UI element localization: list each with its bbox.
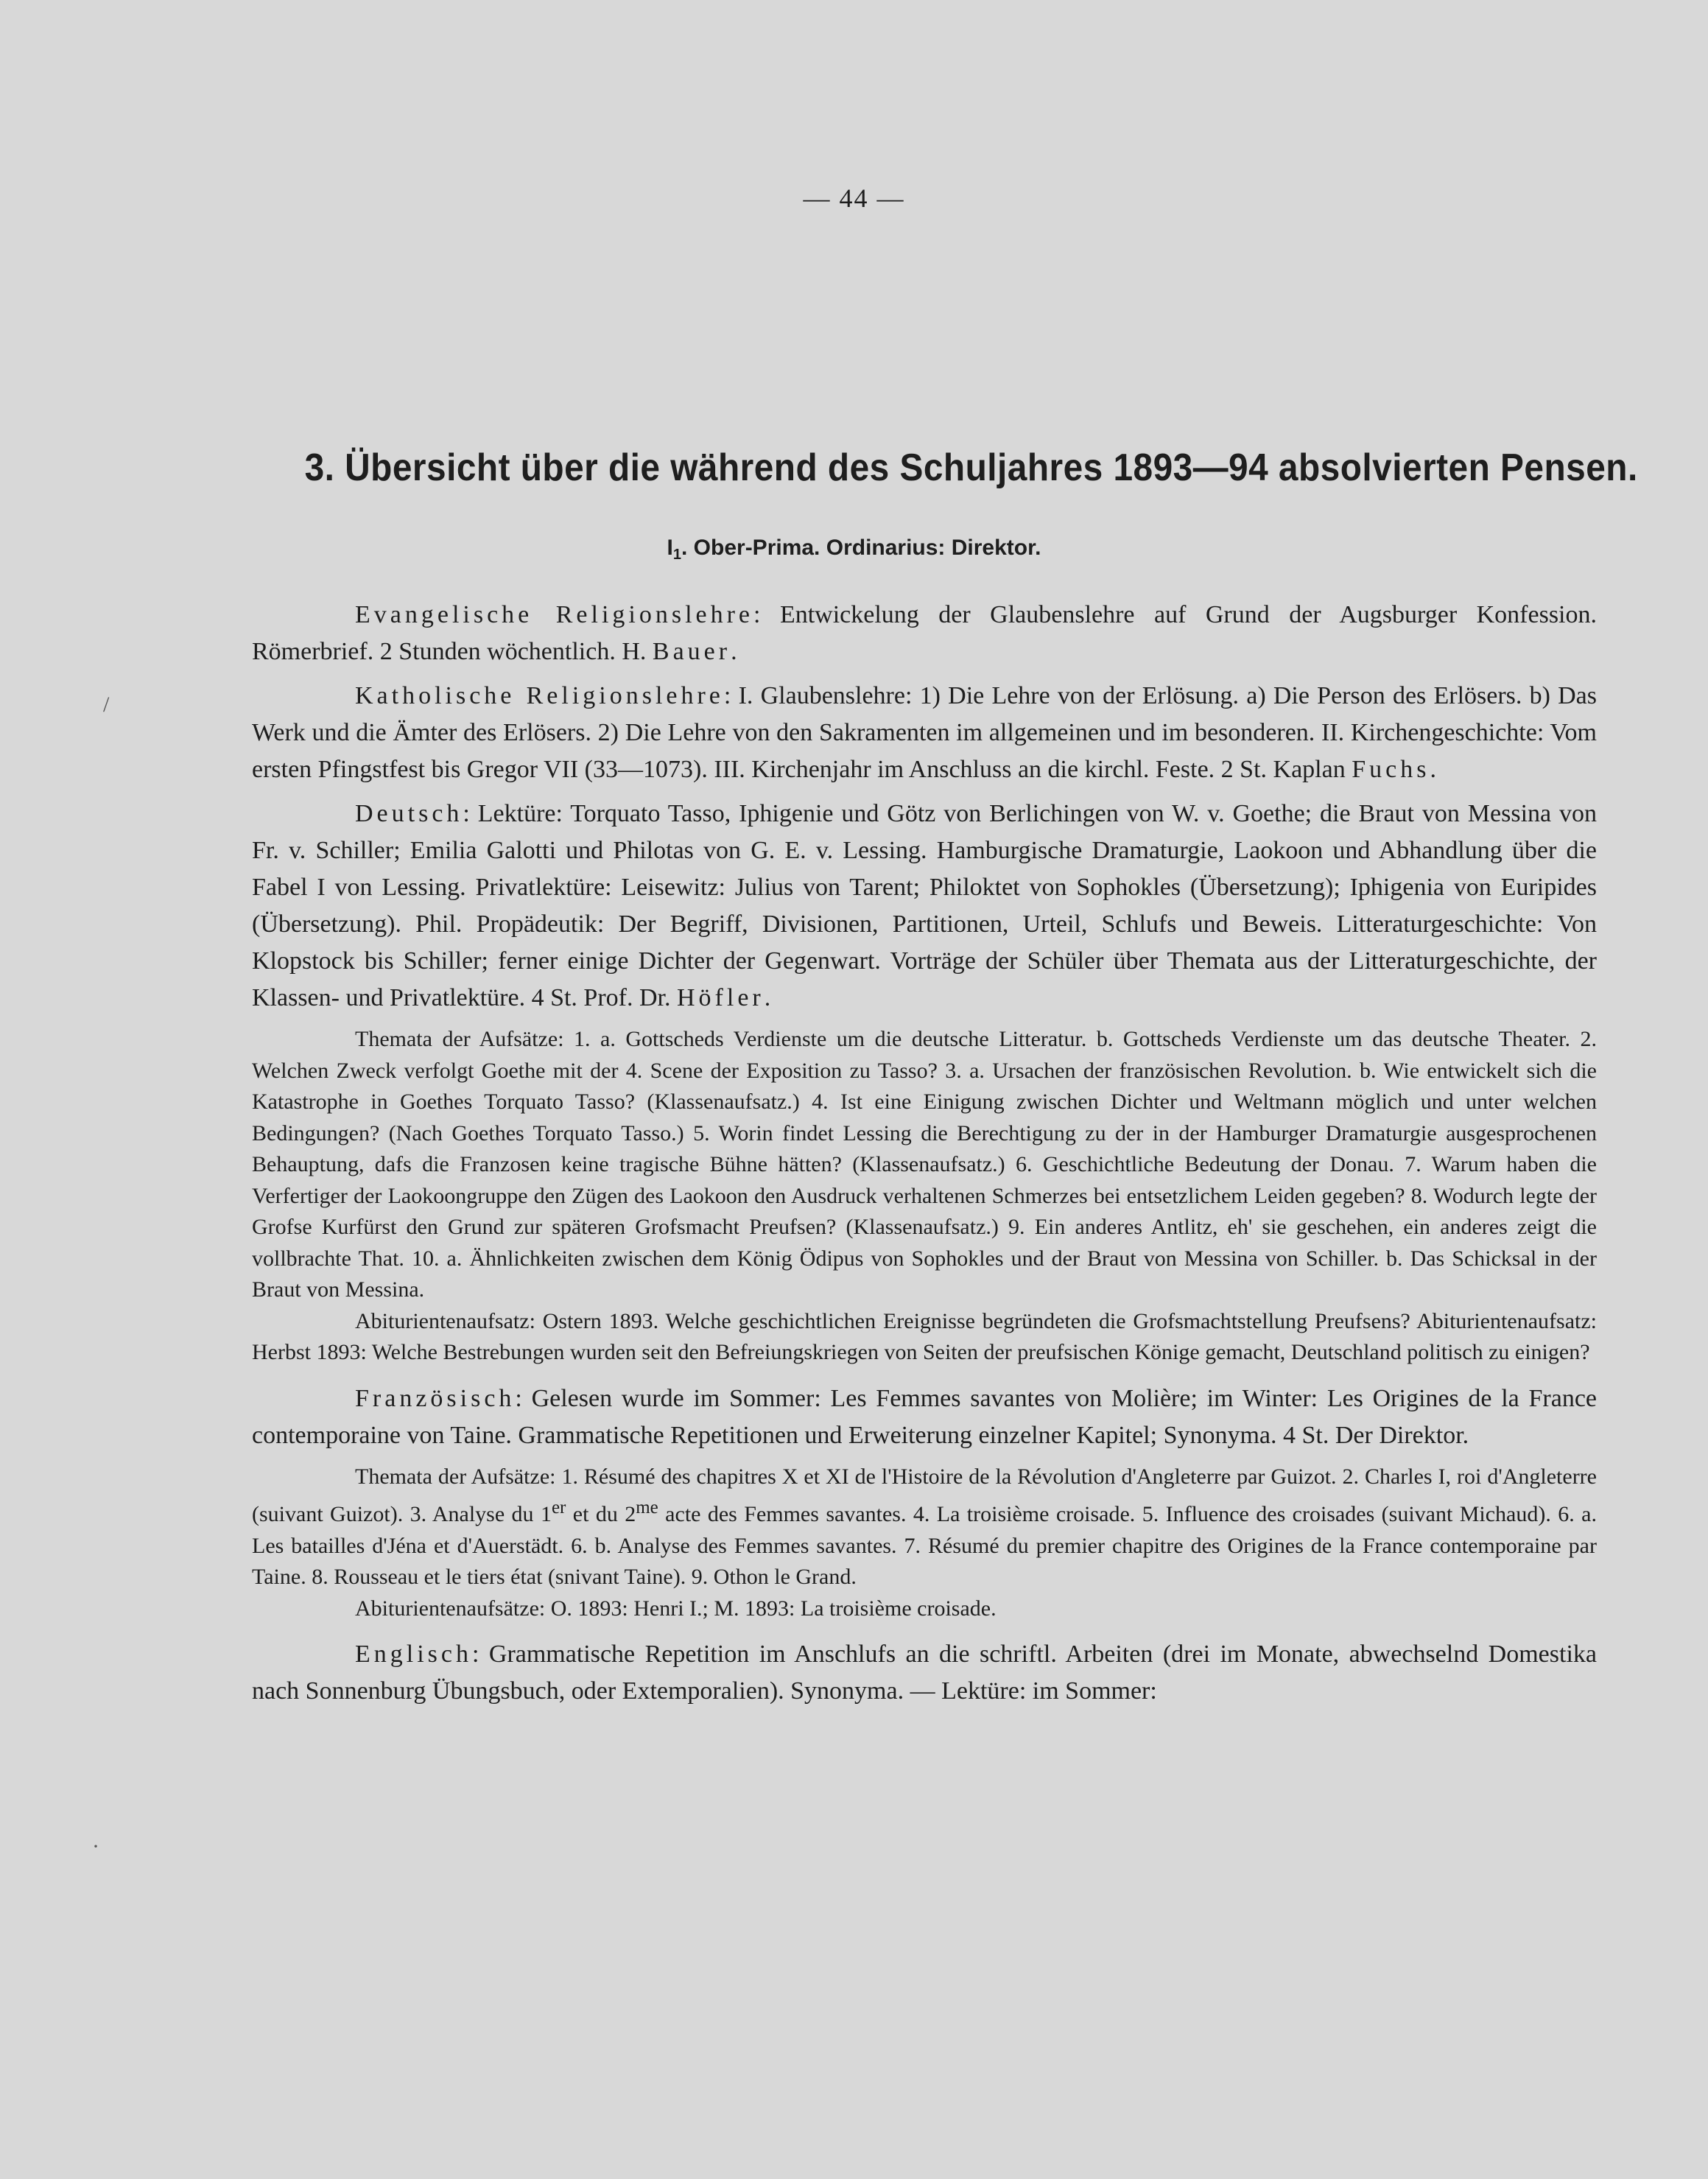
themata-part: acte des Femmes savantes. 4. La troisième croisade. 5. Influence des croisades (suivant Michaud). 6. a. Les batailles d'Jéna et d'Auerstädt. 6. b. Analyse des Femmes savantes. 7. Résumé du premier chapitre des Origines de la France contemporaine par Taine. 8. Rousseau et le tiers état (snivant Taine). 9. Othon le Grand. [252,1502,1597,1589]
class-heading-rest: . Ober-Prima. Ordinarius: Direktor. [681,536,1041,560]
subject-name: Französisch [355,1384,516,1412]
superscript: me [636,1498,658,1517]
margin-mark: · [92,1834,99,1859]
margin-mark: / [103,692,110,717]
paragraph-end: . [1430,756,1436,783]
paragraph-text: : Entwickelung der Glaubenslehre auf Grund der Augsburger Konfession. Römerbrief. 2 Stunden wöchentlich. H. [252,601,1597,665]
class-subscript: 1 [672,547,681,563]
paragraph-englisch [252,1636,1597,1710]
subject-name: Deutsch [355,800,463,827]
paragraph-katholisch [252,678,1597,788]
paragraph-text: : Grammatische Repetition im Anschlufs an die schriftl. Arbeiten (drei im Monate, abwechselnd Domestika nach Sonnenburg Übungsbuch, oder Extemporalien). Synonyma. — Lektüre: im Sommer: [252,1641,1597,1705]
paragraph-deutsch [252,796,1597,1017]
class-label: I [667,536,673,560]
page-number: — 44 — [803,183,905,213]
paragraph-text: : Lektüre: Torquato Tasso, Iphigenie und Götz von Berlichingen von W. v. Goethe; die Braut von Messina von Fr. v. Schiller; Emilia Galotti und Philotas von G. E. v. Lessing. Hamburgische Dramaturgie, Laokoon und Abhandlung über die Fabel I von Lessing. Privatlektüre: Leisewitz: Julius von Tarent; Philoktet von Sophokles (Übersetzung); Iphigenia von Euripides (Übersetzung). Phil. Propädeutik: Der Begriff, Divisionen, Partitionen, Urteil, Schlufs und Beweis. Litteraturgeschichte: Von Klopstock bis Schiller; ferner einige Dichter der Gegenwart. Vorträge der Schüler über Themata aus der Litteraturgeschichte, der Klassen- und Privatlektüre. 4 St. Prof. Dr. [252,800,1597,1011]
franzoesisch-abitur: Abiturientenaufsätze: O. 1893: Henri I.; M. 1893: La troisième croisade. [355,1596,997,1621]
document-body [252,597,1597,1717]
section-title: 3. Übersicht über die während des Schuljahres 1893—94 absolvierten Pensen. [304,446,1638,489]
themata-part: Themata der Aufsätze: 1. Résumé des chapitres X et XI de l'Histoire de la Révolution d'Angleterre par Guizot. 2. Charles I, roi d'Angleterre (suivant Guizot). 3. Analyse du 1 [252,1464,1597,1526]
paragraph-end: . [731,638,737,665]
paragraph-text: : I. Glaubenslehre: 1) Die Lehre von der Erlösung. a) Die Person des Erlösers. b) Das Werk und die Ämter des Erlösers. 2) Die Lehre von den Sakramenten im allgemeinen und im besonderen. II. Kirchengeschichte: Vom ersten Pfingstfest bis Gregor VII (33—1073). III. Kirchenjahr im Anschluss an die kirchl. Feste. 2 St. Kaplan [252,682,1598,783]
teacher-name: Fuchs [1352,756,1430,783]
deutsch-abitur: Abiturientenaufsatz: Ostern 1893. Welche geschichtlichen Ereignisse begründeten die Grofsmachtstellung Preufsens? Abiturientenaufsatz: Herbst 1893: Welche Bestrebungen wurden seit den Befreiungskriegen von Seiten der preufsischen Könige gemacht, Deutschland politisch zu einigen? [252,1308,1597,1364]
teacher-name: Höfler [677,984,765,1011]
teacher-name: Bauer [652,638,731,665]
class-heading [0,536,1708,564]
superscript: er [551,1498,566,1517]
paragraph-end: . [764,984,771,1011]
subject-name: Katholische Religionslehre [355,682,724,709]
franzoesisch-themata [252,1462,1597,1593]
subject-name: Evangelische Religionslehre [355,601,754,628]
subject-name: Englisch [355,1641,472,1668]
themata-part: et du 2 [566,1502,636,1526]
deutsch-themata: Themata der Aufsätze: 1. a. Gottscheds Verdienste um die deutsche Litteratur. b. Gottscheds Verdienste um das deutsche Theater. 2. Welchen Zweck verfolgt Goethe mit der 4. Scene der Exposition zu Tasso? 3. a. Ursachen der französischen Revolution. b. Wie entwickelt sich die Katastrophe in Goethes Torquato Tasso? (Klassenaufsatz.) 4. Ist eine Einigung zwischen Dichter und Weltmann möglich und unter welchen Bedingungen? (Nach Goethes Torquato Tasso.) 5. Worin findet Lessing die Berechtigung zu der in der Hamburger Dramaturgie ausgesprochenen Behauptung, dafs die Franzosen keine tragische Bühne hätten? (Klassenaufsatz.) 6. Geschichtliche Bedeutung der Donau. 7. Warum haben die Verfertiger der Laokoongruppe den Zügen des Laokoon den Ausdruck verhaltenen Schmerzes bei entsetzlichem Leiden gegeben? 8. Wodurch legte der Grofse Kurfürst den Grund zur späteren Grofsmacht Preufsen? (Klassenaufsatz.) 9. Ein anderes Antlitz, eh' sie geschehen, ein anderes zeigt die vollbrachte That. 10. a. Ähnlichkeiten zwischen dem König Ödipus von Sophokles und der Braut von Messina von Schiller. b. Das Schicksal in der Braut von Messina. [252,1027,1597,1302]
paragraph-text: : Gelesen wurde im Sommer: Les Femmes savantes von Molière; im Winter: Les Origines de la France contemporaine von Taine. Grammatische Repetitionen und Erweiterung einzelner Kapitel; Synonyma. 4 St. Der Direktor. [252,1384,1597,1449]
paragraph-franzoesisch [252,1380,1597,1454]
paragraph-evangelisch [252,597,1597,670]
